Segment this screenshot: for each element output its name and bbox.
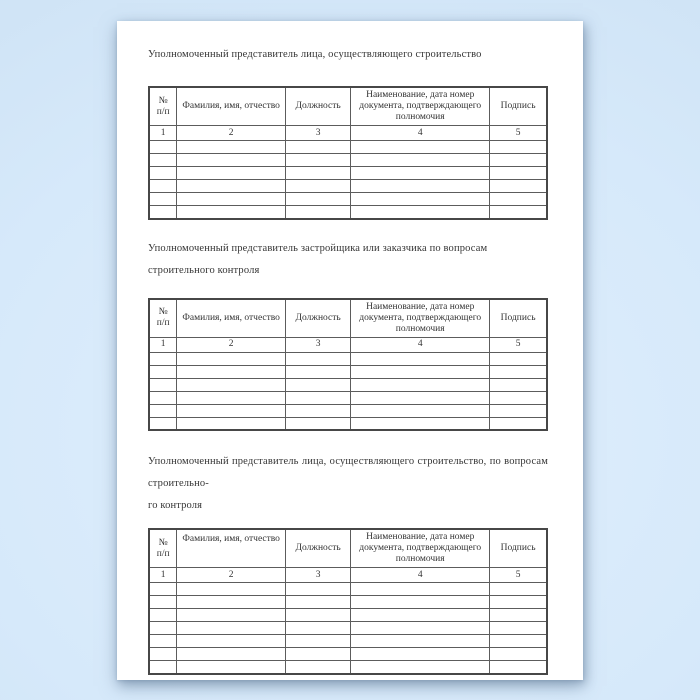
empty-row: [149, 648, 547, 661]
empty-row: [149, 417, 547, 430]
empty-cell-row-number: [149, 141, 177, 154]
empty-cell-row-number: [149, 661, 177, 674]
empty-cell-document: [351, 648, 490, 661]
empty-cell-position: [286, 609, 351, 622]
empty-cell-row-number: [149, 193, 177, 206]
section-heading-line: Уполномоченный представитель лица, осуществляющего строительство: [148, 49, 482, 60]
empty-cell-row-number: [149, 635, 177, 648]
column-number-row: [149, 126, 547, 141]
empty-cell-full-name: [177, 167, 286, 180]
empty-cell-full-name: [177, 609, 286, 622]
table-header-row: [149, 529, 547, 568]
empty-cell-position: [286, 154, 351, 167]
empty-cell-signature: [490, 391, 547, 404]
empty-cell-position: [286, 378, 351, 391]
empty-cell-full-name: [177, 648, 286, 661]
empty-row: [149, 352, 547, 365]
empty-cell-full-name: [177, 417, 286, 430]
column-header-full-name: Фамилия, имя, отчество: [177, 529, 286, 568]
empty-cell-document: [351, 404, 490, 417]
empty-cell-signature: [490, 635, 547, 648]
empty-cell-position: [286, 635, 351, 648]
empty-cell-position: [286, 404, 351, 417]
empty-cell-row-number: [149, 180, 177, 193]
representatives-section: [148, 451, 548, 675]
empty-cell-position: [286, 141, 351, 154]
empty-cell-full-name: [177, 365, 286, 378]
column-header-row-number: № п/п: [149, 299, 177, 338]
empty-cell-row-number: [149, 417, 177, 430]
empty-cell-full-name: [177, 141, 286, 154]
table-header-row: [149, 299, 547, 338]
empty-row: [149, 635, 547, 648]
empty-row: [149, 404, 547, 417]
empty-cell-row-number: [149, 206, 177, 219]
empty-cell-row-number: [149, 391, 177, 404]
section-heading-line: Уполномоченный представитель лица, осуществляющего строительство, по вопросам строительно-: [148, 456, 548, 489]
column-number-cell-full-name: 2: [177, 337, 286, 352]
empty-row: [149, 167, 547, 180]
empty-cell-document: [351, 391, 490, 404]
empty-cell-position: [286, 167, 351, 180]
empty-cell-signature: [490, 583, 547, 596]
empty-cell-signature: [490, 352, 547, 365]
column-number-cell-position: 3: [286, 126, 351, 141]
empty-row: [149, 365, 547, 378]
table-body: [149, 583, 547, 674]
column-header-document: Наименование, дата номер документа, подтверждающего полномочия: [351, 299, 490, 338]
empty-cell-position: [286, 583, 351, 596]
document-page: [117, 21, 583, 680]
empty-cell-signature: [490, 193, 547, 206]
representatives-table: [148, 298, 548, 432]
empty-cell-row-number: [149, 648, 177, 661]
empty-cell-position: [286, 180, 351, 193]
empty-cell-signature: [490, 661, 547, 674]
representatives-section: [148, 238, 548, 432]
column-number-cell-document: 4: [351, 126, 490, 141]
empty-cell-row-number: [149, 596, 177, 609]
empty-cell-row-number: [149, 154, 177, 167]
section-heading-line: Уполномоченный представитель застройщика или заказчика по вопросам строительного контроля: [148, 242, 488, 276]
empty-cell-full-name: [177, 404, 286, 417]
empty-cell-row-number: [149, 167, 177, 180]
empty-cell-full-name: [177, 193, 286, 206]
empty-cell-document: [351, 352, 490, 365]
empty-cell-position: [286, 596, 351, 609]
empty-cell-signature: [490, 378, 547, 391]
column-header-position: Должность: [286, 299, 351, 338]
empty-cell-document: [351, 193, 490, 206]
column-header-signature: Подпись: [490, 529, 547, 568]
column-header-row-number: № п/п: [149, 529, 177, 568]
empty-cell-signature: [490, 417, 547, 430]
column-header-signature: Подпись: [490, 299, 547, 338]
empty-cell-row-number: [149, 378, 177, 391]
column-number-cell-document: 4: [351, 337, 490, 352]
empty-cell-full-name: [177, 661, 286, 674]
section-heading: [148, 44, 548, 66]
empty-row: [149, 206, 547, 219]
empty-cell-full-name: [177, 391, 286, 404]
empty-cell-signature: [490, 404, 547, 417]
empty-cell-position: [286, 352, 351, 365]
column-number-row: [149, 568, 547, 583]
empty-cell-full-name: [177, 596, 286, 609]
empty-cell-signature: [490, 365, 547, 378]
empty-cell-document: [351, 154, 490, 167]
empty-cell-document: [351, 167, 490, 180]
empty-cell-document: [351, 635, 490, 648]
column-number-cell-document: 4: [351, 568, 490, 583]
column-number-row: [149, 337, 547, 352]
column-number-cell-position: 3: [286, 337, 351, 352]
column-number-cell-row-number: 1: [149, 568, 177, 583]
column-header-document: Наименование, дата номер документа, подтверждающего полномочия: [351, 87, 490, 126]
empty-cell-signature: [490, 141, 547, 154]
empty-cell-signature: [490, 648, 547, 661]
empty-cell-full-name: [177, 622, 286, 635]
empty-cell-document: [351, 180, 490, 193]
empty-row: [149, 141, 547, 154]
empty-cell-row-number: [149, 365, 177, 378]
empty-cell-row-number: [149, 352, 177, 365]
representatives-table: [148, 528, 548, 675]
column-number-cell-row-number: 1: [149, 337, 177, 352]
empty-cell-signature: [490, 596, 547, 609]
empty-cell-document: [351, 596, 490, 609]
empty-row: [149, 180, 547, 193]
empty-row: [149, 609, 547, 622]
representatives-table: [148, 86, 548, 220]
section-heading: [148, 451, 548, 517]
column-header-full-name: Фамилия, имя, отчество: [177, 299, 286, 338]
empty-row: [149, 391, 547, 404]
empty-cell-position: [286, 661, 351, 674]
empty-cell-full-name: [177, 583, 286, 596]
representatives-section: [148, 44, 548, 220]
column-header-position: Должность: [286, 87, 351, 126]
empty-cell-document: [351, 583, 490, 596]
empty-cell-full-name: [177, 352, 286, 365]
empty-cell-position: [286, 206, 351, 219]
column-number-cell-signature: 5: [490, 126, 547, 141]
empty-cell-document: [351, 622, 490, 635]
column-header-document: Наименование, дата номер документа, подтверждающего полномочия: [351, 529, 490, 568]
empty-cell-document: [351, 378, 490, 391]
column-number-cell-signature: 5: [490, 568, 547, 583]
column-header-position: Должность: [286, 529, 351, 568]
empty-cell-signature: [490, 206, 547, 219]
section-heading: [148, 238, 548, 282]
empty-cell-document: [351, 417, 490, 430]
empty-cell-full-name: [177, 154, 286, 167]
empty-cell-full-name: [177, 635, 286, 648]
empty-row: [149, 583, 547, 596]
column-number-cell-signature: 5: [490, 337, 547, 352]
empty-cell-position: [286, 648, 351, 661]
empty-cell-full-name: [177, 378, 286, 391]
empty-row: [149, 154, 547, 167]
empty-cell-row-number: [149, 609, 177, 622]
empty-cell-full-name: [177, 206, 286, 219]
column-header-full-name: Фамилия, имя, отчество: [177, 87, 286, 126]
empty-cell-full-name: [177, 180, 286, 193]
empty-cell-row-number: [149, 622, 177, 635]
table-body: [149, 352, 547, 430]
empty-cell-signature: [490, 180, 547, 193]
column-number-cell-full-name: 2: [177, 126, 286, 141]
empty-row: [149, 193, 547, 206]
table-body: [149, 141, 547, 219]
empty-cell-document: [351, 141, 490, 154]
empty-cell-position: [286, 622, 351, 635]
column-header-row-number: № п/п: [149, 87, 177, 126]
column-number-cell-row-number: 1: [149, 126, 177, 141]
empty-cell-document: [351, 661, 490, 674]
empty-cell-position: [286, 365, 351, 378]
table-header-row: [149, 87, 547, 126]
empty-row: [149, 378, 547, 391]
section-heading-line: го контроля: [148, 500, 203, 511]
empty-cell-position: [286, 193, 351, 206]
empty-cell-document: [351, 365, 490, 378]
empty-cell-signature: [490, 622, 547, 635]
empty-cell-position: [286, 391, 351, 404]
empty-row: [149, 596, 547, 609]
column-header-signature: Подпись: [490, 87, 547, 126]
empty-cell-position: [286, 417, 351, 430]
column-number-cell-full-name: 2: [177, 568, 286, 583]
empty-cell-signature: [490, 167, 547, 180]
empty-cell-row-number: [149, 404, 177, 417]
empty-cell-signature: [490, 154, 547, 167]
column-number-cell-position: 3: [286, 568, 351, 583]
empty-cell-signature: [490, 609, 547, 622]
empty-row: [149, 622, 547, 635]
empty-row: [149, 661, 547, 674]
empty-cell-document: [351, 206, 490, 219]
empty-cell-row-number: [149, 583, 177, 596]
empty-cell-document: [351, 609, 490, 622]
